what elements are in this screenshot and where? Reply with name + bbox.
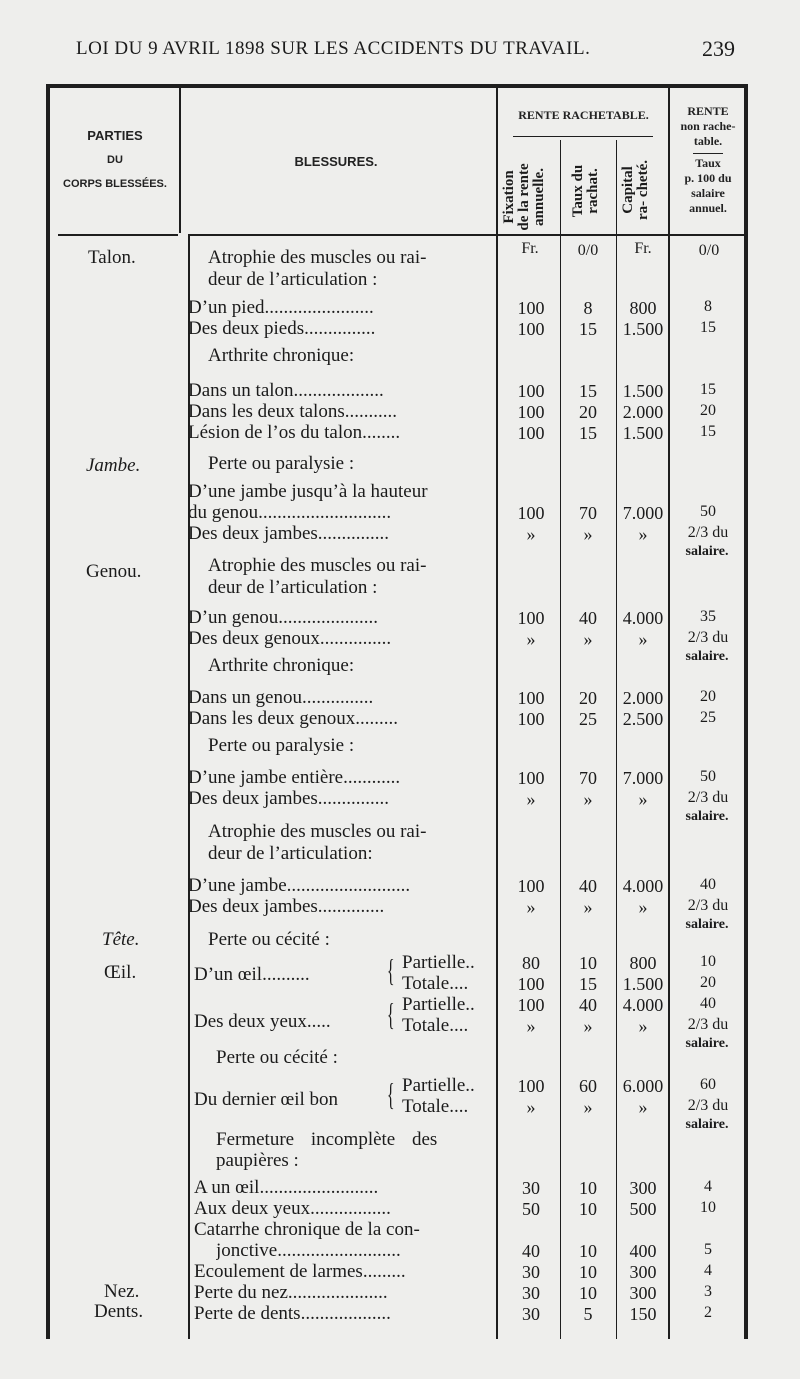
col-rule-rente: [496, 88, 498, 1339]
eye-row-2-f: 100: [517, 995, 545, 1015]
tail-3-c: 500: [629, 1199, 657, 1219]
row-label-23: deur de l’articulation:: [208, 844, 373, 864]
row-18-r: 25: [700, 709, 716, 726]
eye-row-5-c: »: [638, 1097, 648, 1117]
row-15-r: 2/3 du: [687, 629, 729, 646]
tail-7-t: 10: [579, 1283, 597, 1303]
row-11-salaire: salaire.: [685, 544, 729, 559]
tail-3-f: 50: [522, 1199, 540, 1219]
row-3-t: 15: [579, 319, 597, 339]
tail-7-f: 30: [522, 1283, 540, 1303]
row-label-26: Perte ou cécité :: [208, 930, 330, 950]
eye-both-label: Des deux yeux.....: [194, 1011, 331, 1032]
row-20-c: 7.000: [622, 768, 664, 788]
tail-label-4: Catarrhe chronique de la con-: [194, 1220, 420, 1240]
header-taux-rachat: [571, 159, 605, 223]
row-label-19: Perte ou paralysie :: [208, 736, 355, 756]
rente-rachetable-underline: [513, 136, 653, 137]
part-jambe: Jambe.: [86, 455, 141, 476]
brace-3: {: [386, 1076, 395, 1112]
header-parties-line3: CORPS BLESSÉES.: [63, 178, 167, 190]
row-25-c: »: [638, 897, 648, 917]
row-label-17: Dans un genou...............: [188, 688, 374, 708]
tail-8-c: 150: [629, 1304, 657, 1324]
tail-7-c: 300: [629, 1283, 657, 1303]
row-2-c: 800: [629, 298, 657, 318]
eye-row-3-f: »: [526, 1016, 536, 1036]
eye-row-3-c: »: [638, 1016, 648, 1036]
totale-1: Totale....: [402, 973, 469, 994]
row-label-15: Des deux genoux...............: [188, 629, 392, 649]
row-label-2: D’un pied.......................: [188, 298, 374, 318]
row-15-f: »: [526, 629, 536, 649]
row-label-14: D’un genou.....................: [188, 608, 378, 628]
tail-label-5: jonctive..........................: [216, 1241, 401, 1261]
row-label-24: D’une jambe..........................: [188, 876, 411, 896]
eye-row-3-t: »: [583, 1016, 593, 1036]
header-taux-line1: Taux: [695, 156, 721, 170]
unit-taux: 0/0: [577, 242, 599, 259]
partielle-3: Partielle..: [402, 1075, 475, 1096]
row-15-t: »: [583, 629, 593, 649]
tail-2-r: 4: [704, 1178, 712, 1195]
row-3-c: 1.500: [622, 319, 664, 339]
row-17-f: 100: [517, 688, 545, 708]
tail-label-2: A un œil.........................: [194, 1178, 379, 1198]
eye-row-0-t: 10: [579, 953, 597, 973]
col-rule-fix: [560, 140, 561, 1339]
tail-label-3: Aux deux yeux.................: [194, 1199, 391, 1219]
row-14-f: 100: [517, 608, 545, 628]
row-7-r: 15: [700, 423, 716, 440]
eye-last-label: Du dernier œil bon: [194, 1089, 339, 1110]
header-fixation: [502, 162, 548, 232]
row-6-t: 20: [579, 402, 597, 422]
row-17-c: 2.000: [622, 688, 664, 708]
row-label-10: du genou............................: [188, 503, 392, 523]
row-10-f: 100: [517, 503, 545, 523]
row-label-7: Lésion de l’os du talon........: [188, 423, 401, 443]
row-24-t: 40: [579, 876, 597, 896]
row-24-r: 40: [700, 876, 716, 893]
row-11-t: »: [583, 524, 593, 544]
tail-label-7: Perte du nez.....................: [194, 1283, 388, 1303]
eye-row-3-salaire: salaire.: [685, 1036, 729, 1051]
tail-7-r: 3: [704, 1283, 712, 1300]
row-11-c: »: [638, 524, 648, 544]
eye-row-0-f: 80: [522, 953, 540, 973]
tail-5-c: 400: [629, 1241, 657, 1261]
col-rule-parts: [179, 88, 181, 233]
brace-1: {: [386, 952, 395, 988]
row-25-salaire: salaire.: [685, 917, 729, 932]
eye-row-4-c: 6.000: [622, 1076, 664, 1096]
row-2-f: 100: [517, 298, 545, 318]
eye-single-label: D’un œil..........: [194, 964, 310, 985]
row-label-3: Des deux pieds...............: [188, 319, 376, 339]
page-number: 239: [702, 36, 735, 61]
header-bottom-rule-right: [496, 234, 746, 236]
tail-5-r: 5: [704, 1241, 712, 1258]
table-top-border: [46, 84, 748, 88]
tail-3-t: 10: [579, 1199, 597, 1219]
row-21-salaire: salaire.: [685, 809, 729, 824]
header-bottom-rule-left: [58, 234, 178, 236]
tail-2-c: 300: [629, 1178, 657, 1198]
header-rente-non-line1: RENTE: [687, 104, 729, 118]
row-5-r: 15: [700, 381, 716, 398]
header-taux-line2: p. 100 du: [684, 171, 732, 185]
header-rente-non-line3: table.: [693, 134, 723, 148]
row-3-r: 15: [700, 319, 716, 336]
row-18-t: 25: [579, 709, 597, 729]
row-label-25: Des deux jambes..............: [188, 897, 385, 917]
row-6-c: 2.000: [622, 402, 664, 422]
eye-row-0-c: 800: [629, 953, 657, 973]
tail-label-1: paupières :: [216, 1151, 299, 1171]
header-rente-rachetable: RENTE RACHETABLE.: [518, 108, 649, 122]
row-21-f: »: [526, 789, 536, 809]
col-rule-capital: [668, 88, 670, 1339]
row-21-r: 2/3 du: [687, 789, 729, 806]
table-left-border: [46, 84, 50, 1339]
header-rente-divider: [693, 153, 723, 154]
header-taux-rachat-text: Taux du rachat.: [570, 164, 601, 218]
eye-row-4-f: 100: [517, 1076, 545, 1096]
table-right-border: [744, 84, 748, 1339]
header-taux-line4: annuel.: [689, 201, 727, 215]
tail-8-t: 5: [583, 1304, 593, 1324]
row-17-t: 20: [579, 688, 597, 708]
row-20-t: 70: [579, 768, 597, 788]
row-14-t: 40: [579, 608, 597, 628]
unit-capital: Fr.: [634, 240, 652, 257]
eye-row-1-c: 1.500: [622, 974, 664, 994]
row-10-c: 7.000: [622, 503, 664, 523]
unit-rente: 0/0: [698, 242, 720, 259]
row-label-0: Atrophie des muscles ou rai-: [208, 248, 427, 268]
row-label-6: Dans les deux talons...........: [188, 402, 397, 422]
row-label-13: deur de l’articulation :: [208, 578, 378, 598]
row-10-t: 70: [579, 503, 597, 523]
row-label-5: Dans un talon...................: [188, 381, 384, 401]
eye-row-5-r: 2/3 du: [687, 1097, 729, 1114]
row-24-f: 100: [517, 876, 545, 896]
tail-3-r: 10: [700, 1199, 716, 1216]
tail-label-8: Perte de dents...................: [194, 1304, 391, 1324]
partielle-1: Partielle..: [402, 952, 475, 973]
row-25-f: »: [526, 897, 536, 917]
part-nez: Nez.: [104, 1281, 140, 1302]
partielle-2: Partielle..: [402, 994, 475, 1015]
row-label-18: Dans les deux genoux.........: [188, 709, 399, 729]
header-capital-text: Capital ra- cheté.: [620, 160, 651, 220]
tail-8-f: 30: [522, 1304, 540, 1324]
col-rule-taux: [616, 140, 617, 1339]
header-parties-line2: DU: [107, 154, 123, 166]
row-20-r: 50: [700, 768, 716, 785]
row-11-r: 2/3 du: [687, 524, 729, 541]
row-14-c: 4.000: [622, 608, 664, 628]
eye-row-1-f: 100: [517, 974, 545, 994]
header-bottom-rule-mid: [189, 234, 496, 236]
row-2-r: 8: [704, 298, 712, 315]
part-tete: Tête.: [102, 929, 140, 950]
row-2-t: 8: [583, 298, 593, 318]
row-label-4: Arthrite chronique:: [208, 346, 355, 366]
row-21-c: »: [638, 789, 648, 809]
eye-loss-label: Perte ou cécité :: [216, 1047, 338, 1068]
header-blessures: BLESSURES.: [294, 154, 378, 169]
row-10-r: 50: [700, 503, 716, 520]
tail-5-f: 40: [522, 1241, 540, 1261]
header-parties: [52, 124, 178, 196]
running-title: LOI DU 9 AVRIL 1898 SUR LES ACCIDENTS DU TRAVAIL.: [76, 38, 591, 59]
header-taux-line3: salaire: [691, 186, 725, 200]
tail-5-t: 10: [579, 1241, 597, 1261]
row-15-c: »: [638, 629, 648, 649]
brace-2: {: [386, 996, 395, 1032]
eye-row-5-t: »: [583, 1097, 593, 1117]
eye-row-2-r: 40: [700, 995, 716, 1012]
eye-row-0-r: 10: [700, 953, 716, 970]
part-dents: Dents.: [94, 1301, 144, 1322]
part-oeil: Œil.: [104, 962, 137, 983]
row-3-f: 100: [517, 319, 545, 339]
eye-row-1-t: 15: [579, 974, 597, 994]
unit-fixation: Fr.: [521, 240, 539, 257]
tail-6-r: 4: [704, 1262, 712, 1279]
eye-row-5-f: »: [526, 1097, 536, 1117]
row-25-r: 2/3 du: [687, 897, 729, 914]
row-7-t: 15: [579, 423, 597, 443]
running-header: [0, 34, 800, 74]
totale-2: Totale....: [402, 1015, 469, 1036]
row-label-22: Atrophie des muscles ou rai-: [208, 822, 427, 842]
row-14-r: 35: [700, 608, 716, 625]
row-label-8: Perte ou paralysie :: [208, 454, 355, 474]
eye-row-4-t: 60: [579, 1076, 597, 1096]
row-20-f: 100: [517, 768, 545, 788]
row-5-t: 15: [579, 381, 597, 401]
tail-8-r: 2: [704, 1304, 712, 1321]
row-5-c: 1.500: [622, 381, 664, 401]
row-label-9: D’une jambe jusqu’à la hauteur: [188, 482, 428, 502]
part-genou: Genou.: [86, 561, 142, 582]
row-24-c: 4.000: [622, 876, 664, 896]
row-label-20: D’une jambe entière............: [188, 768, 401, 788]
row-15-salaire: salaire.: [685, 649, 729, 664]
eye-row-3-r: 2/3 du: [687, 1016, 729, 1033]
tail-6-c: 300: [629, 1262, 657, 1282]
eye-row-2-c: 4.000: [622, 995, 664, 1015]
row-label-16: Arthrite chronique:: [208, 656, 355, 676]
totale-3: Totale....: [402, 1096, 469, 1117]
tail-label-0: Fermeture incomplète des: [216, 1130, 438, 1150]
tail-6-t: 10: [579, 1262, 597, 1282]
row-5-f: 100: [517, 381, 545, 401]
row-label-12: Atrophie des muscles ou rai-: [208, 556, 427, 576]
eye-row-5-salaire: salaire.: [685, 1117, 729, 1132]
compensation-table: [46, 84, 752, 1339]
tail-2-f: 30: [522, 1178, 540, 1198]
row-7-c: 1.500: [622, 423, 664, 443]
eye-row-2-t: 40: [579, 995, 597, 1015]
row-18-c: 2.500: [622, 709, 664, 729]
row-18-f: 100: [517, 709, 545, 729]
row-17-r: 20: [700, 688, 716, 705]
header-capital: [621, 159, 657, 221]
row-25-t: »: [583, 897, 593, 917]
tail-6-f: 30: [522, 1262, 540, 1282]
eye-row-1-r: 20: [700, 974, 716, 991]
row-label-21: Des deux jambes...............: [188, 789, 390, 809]
row-7-f: 100: [517, 423, 545, 443]
row-label-11: Des deux jambes...............: [188, 524, 390, 544]
row-label-1: deur de l’articulation :: [208, 270, 378, 290]
header-parties-line1: PARTIES: [87, 128, 143, 143]
tail-label-6: Ecoulement de larmes.........: [194, 1262, 406, 1282]
row-6-f: 100: [517, 402, 545, 422]
part-talon: Talon.: [88, 247, 136, 268]
row-21-t: »: [583, 789, 593, 809]
row-11-f: »: [526, 524, 536, 544]
header-fixation-text: Fixation de la rente annuelle.: [501, 163, 547, 231]
header-rente-non: [670, 104, 746, 216]
row-6-r: 20: [700, 402, 716, 419]
eye-row-4-r: 60: [700, 1076, 716, 1093]
header-rente-non-line2: non rache-: [680, 119, 736, 133]
tail-2-t: 10: [579, 1178, 597, 1198]
